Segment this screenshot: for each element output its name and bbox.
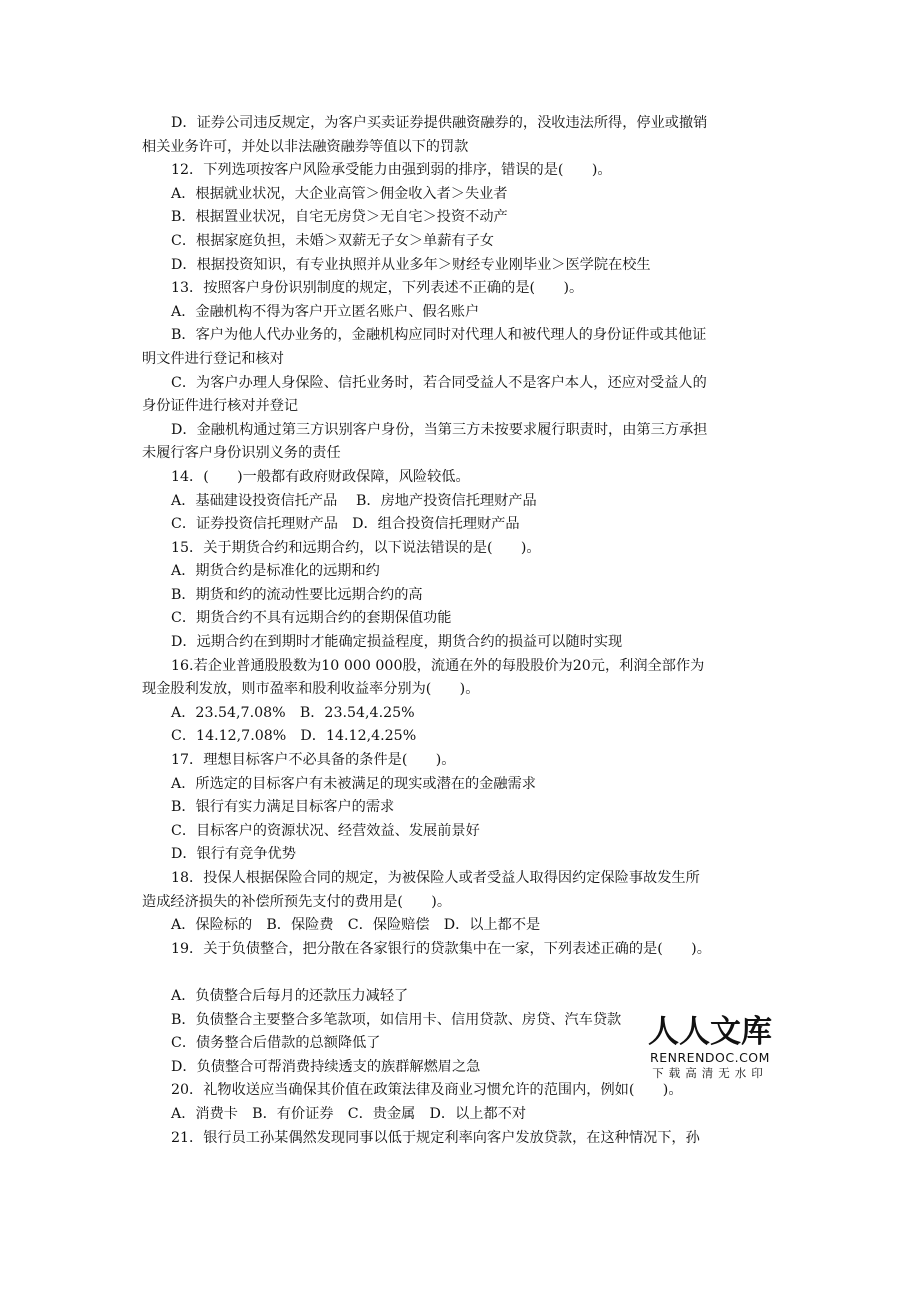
text-line: B．银行有实力满足目标客户的需求 [171, 799, 395, 816]
text-line: 相关业务许可，并处以非法融资融券等值以下的罚款 [142, 138, 469, 155]
text-line: D．根据投资知识，有专业执照并从业多年＞财经专业刚毕业＞医学院在校生 [171, 256, 651, 273]
text-line: D．远期合约在到期时才能确定损益程度，期货合约的损益可以随时实现 [171, 634, 623, 651]
text-line: 15．关于期货合约和远期合约，以下说法错误的是( )。 [171, 539, 541, 556]
text-line: 14．( )一般都有政府财政保障，风险较低。 [171, 468, 470, 485]
text-line: 造成经济损失的补偿所预先支付的费用是( )。 [142, 893, 452, 910]
text-line: 13．按照客户身份识别制度的规定，下列表述不正确的是( )。 [171, 280, 584, 297]
text-line: 21．银行员工孙某偶然发现同事以低于规定利率向客户发放贷款，在这种情况下，孙 [171, 1129, 700, 1146]
text-line: A．基础建设投资信托产品 B．房地产投资信托理财产品 [171, 492, 537, 509]
text-line: A．金融机构不得为客户开立匿名账户、假名账户 [171, 303, 480, 320]
text-line: C．根据家庭负担，未婚＞双薪无子女＞单薪有子女 [171, 232, 494, 249]
text-line: B．负债整合主要整合多笔款项，如信用卡、信用贷款、房贷、汽车贷款 [171, 1011, 622, 1028]
text-line: D．银行有竞争优势 [171, 846, 296, 863]
text-line: C．期货合约不具有远期合约的套期保值功能 [171, 610, 452, 627]
text-line: A．所选定的目标客户有未被满足的现实或潜在的金融需求 [171, 775, 536, 792]
text-line: 现金股利发放，则市盈率和股利收益率分别为( )。 [142, 681, 480, 698]
text-line: 17．理想目标客户不必具备的条件是( )。 [171, 752, 456, 769]
watermark-title: 人人文库 [648, 1014, 772, 1050]
text-line: D．负债整合可帮消费持续透支的族群解燃眉之急 [171, 1058, 481, 1075]
text-line: C．为客户办理人身保险、信托业务时，若合同受益人不是客户本人，还应对受益人的 [171, 374, 707, 391]
text-line: A．根据就业状况，大企业高管＞佣金收入者＞失业者 [171, 185, 508, 202]
text-line: C．14.12,7.08% D．14.12,4.25% [171, 728, 417, 745]
text-line: B．根据置业状况，自宅无房贷＞无自宅＞投资不动产 [171, 209, 508, 226]
text-line: D．金融机构通过第三方识别客户身份，当第三方未按要求履行职责时，由第三方承担 [171, 421, 708, 438]
watermark-tagline: 下载高清无水印 [652, 1065, 768, 1080]
watermark [646, 1014, 774, 1080]
text-line: 18．投保人根据保险合同的规定，为被保险人或者受益人取得因约定保险事故发生所 [171, 870, 700, 886]
text-line: C．债务整合后借款的总额降低了 [171, 1035, 381, 1052]
text-line: A．保险标的 B．保险费 C．保险赔偿 D．以上都不是 [171, 917, 541, 934]
watermark-url: RENRENDOC.COM [650, 1050, 770, 1065]
text-line: C．证券投资信托理财产品 D．组合投资信托理财产品 [171, 516, 520, 533]
text-line: B．期货和约的流动性要比远期合约的高 [171, 586, 423, 603]
text-line: 20．礼物收送应当确保其价值在政策法律及商业习惯允许的范围内，例如( )。 [171, 1082, 683, 1099]
text-line: C．目标客户的资源状况、经营效益、发展前景好 [171, 822, 480, 839]
text-line: 身份证件进行核对并登记 [142, 398, 299, 415]
text-line: A．负债整合后每月的还款压力减轻了 [171, 987, 409, 1004]
text-line: 明文件进行登记和核对 [142, 350, 284, 367]
text-line: 未履行客户身份识别义务的责任 [142, 445, 341, 462]
text-line: A．23.54,7.08% B．23.54,4.25% [171, 704, 415, 721]
document-body [142, 112, 782, 1150]
text-line: 12．下列选项按客户风险承受能力由强到弱的排序，错误的是( )。 [171, 162, 612, 179]
text-line: 19．关于负债整合，把分散在各家银行的贷款集中在一家，下列表述正确的是( )。 [171, 940, 711, 957]
text-line: A．消费卡 B．有价证券 C．贵金属 D．以上都不对 [171, 1105, 527, 1122]
blank-line [142, 961, 782, 985]
text-line: B．客户为他人代办业务的，金融机构应同时对代理人和被代理人的身份证件或其他证 [171, 327, 707, 344]
text-line: D．证券公司违反规定，为客户买卖证券提供融资融券的，没收违法所得，停业或撤销 [171, 115, 708, 131]
text-line: 16.若企业普通股股数为10 000 000股，流通在外的每股股价为20元，利润全部作为 [171, 657, 705, 674]
text-line: A．期货合约是标准化的远期和约 [171, 563, 380, 580]
